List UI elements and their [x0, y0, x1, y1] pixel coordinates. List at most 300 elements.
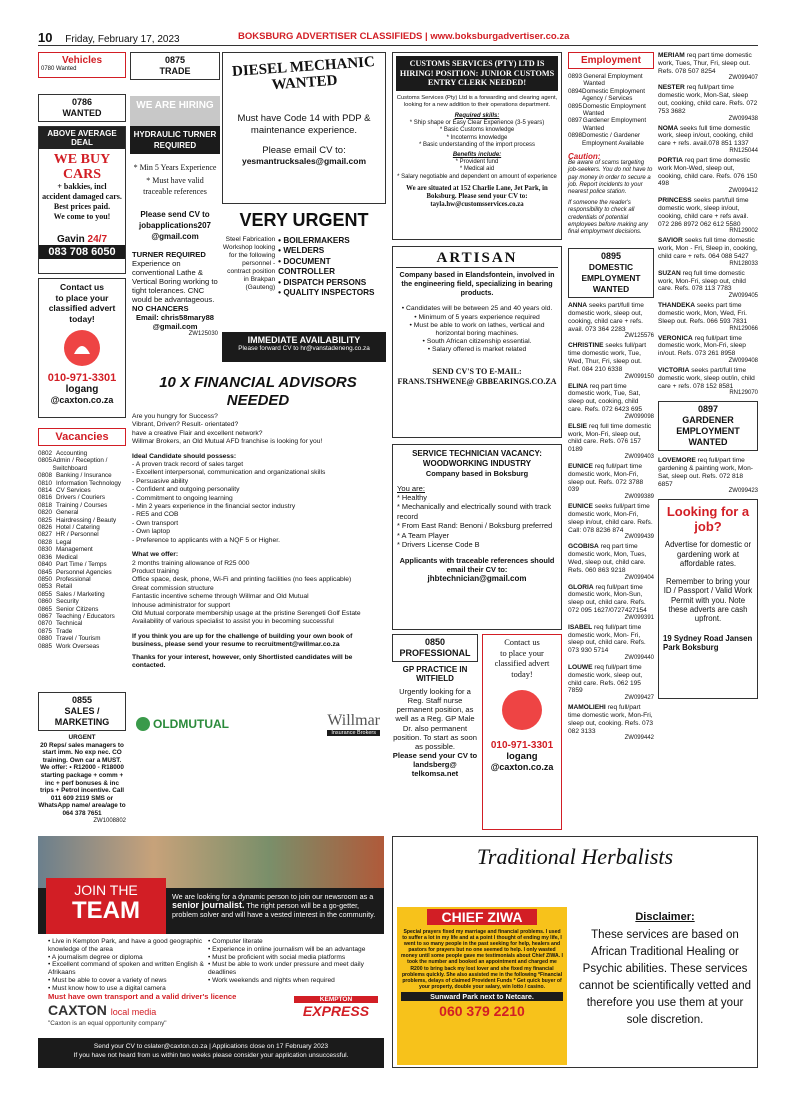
contact2-text: Contact us to place your classified advert today! [494, 638, 550, 679]
vacancy-code: 0826 [38, 524, 53, 532]
fin-req: - Own transport [132, 519, 179, 527]
header-title: BOKSBURG ADVERTISER CLASSIFIEDS | www.boksburgadvertiser.co.za [238, 31, 570, 42]
classified-ad [568, 664, 654, 702]
vacancy-code: 0880 [38, 635, 53, 643]
ad-ref: ZW099150 [624, 373, 654, 380]
urgent-footer: IMMEDIATE AVAILABILITY Please forward CV to hr@vanstadeneng.co.za [222, 332, 386, 362]
ad-ref: ZW099439 [624, 534, 654, 541]
vacancy-code: 0818 [38, 501, 53, 509]
urgent-left: Steel Fabrication Workshop looking for the following personnel - contract position in Brakpan (Gauteng) [222, 236, 276, 291]
vacancies-heading: Vacancies [38, 428, 126, 446]
ad-text: seeks full time domestic work, sleep in/out, cooking, child care + refs. avail.078 851 1337 [658, 124, 753, 148]
fin-offer: Fantastic incentive scheme through Willmar and Old Mutual [132, 593, 309, 601]
classified-ad [658, 367, 758, 397]
ad-text: seeks part/full time domestic work, sleep in/out, cooking, child care + refs avail. 072 286 8972 062 612 5580 [658, 197, 749, 228]
ad-text: req full/part time domestic work, Mon-Sun, sleep out, child care. Refs. 072 095 1627/0727427154 [568, 583, 647, 614]
ad-text: req full/part time domestic work, Mon-Fri, sleep out. Refs. 072 3788 039 [568, 463, 644, 494]
vacancy-code: 0828 [38, 538, 53, 546]
employment-caution: Caution: Be aware of scams targeting job-seekers. You do not have to pay money in order to secure a job. Report incidents to your nearest police station. If someone the reader's responsibility to check all credentials of potential employees before making any final employment decisions. [568, 152, 653, 236]
classified-ad [568, 503, 654, 541]
employment-label: Domestic / Gardener Employment Available [582, 132, 644, 147]
cars-name: Gavin 24/7 [56, 234, 108, 245]
vacancy-label: HR / Personnel [56, 531, 99, 539]
ad-ref: ZW099403 [624, 454, 654, 461]
employment-heading: Employment [568, 52, 654, 69]
fin-req: - Excellent interpersonal, communication and organizational skills [132, 469, 326, 477]
vacancy-label: Technical [56, 620, 83, 628]
vacancy-label: Trade [56, 627, 73, 635]
ad-name: THANDEKA [658, 302, 695, 310]
oldmutual-logo: OLDMUTUAL [136, 717, 229, 732]
ad-name: MAMOLIEHI [568, 704, 606, 712]
employment-item [568, 117, 654, 132]
vacancy-item [38, 509, 126, 516]
ad-ref: ZW099098 [624, 413, 654, 420]
vacancy-label: Legal [56, 538, 72, 546]
gardener-ad: LOVEMORE req full/part time gardening & painting work, Mon-Sat, sleep out. Refs. 072 818 6857 ZW099423 [658, 457, 758, 495]
vacancy-item [38, 643, 126, 650]
vacancy-item [38, 569, 126, 576]
employment-code: 0895 [568, 102, 583, 110]
vacancy-label: Work Overseas [56, 642, 100, 650]
job-l2: Remember to bring your ID / Passport / Valid Work Permit with you. Note these adverts are cash upfront. [663, 576, 753, 624]
customs-benefit: * Salary negotiable and dependent on amount of experience [397, 173, 557, 180]
ad-text: seeks full/part time domestic work, Mon-Fri, sleep in/out, child care. Refs. Call: 078 8236 874 [568, 503, 653, 534]
customs-title: CUSTOMS SERVICES (PTY) LTD IS HIRING! POSITION: JUNIOR CUSTOMS ENTRY CLERK NEEDED! [396, 56, 558, 91]
vacancy-item [38, 620, 126, 627]
caxton-lead: We are looking for a dynamic person to join our newsroom as a senior journalist. The right person will be a go-getter, problem solver and will have a vested interest in the community. [172, 892, 376, 919]
vacancy-code: 0870 [38, 620, 53, 628]
ad-name: LOUWE [568, 663, 593, 671]
technician-ad [392, 444, 562, 630]
customs-skill: * Incoterms knowledge [446, 134, 508, 141]
employment-item [568, 88, 654, 103]
fin-req: - Preference to applicants with a NQF 5 or Higher. [132, 536, 280, 544]
vacancy-item [38, 598, 126, 605]
vehicles-box [38, 52, 126, 78]
vacancy-item [38, 539, 126, 546]
phone-icon-2 [502, 690, 542, 730]
vacancy-label: Hotel / Catering [56, 524, 100, 532]
caxton-transport: Must have own transport and a valid driver's licence [48, 992, 237, 1001]
tech-title: SERVICE TECHNICIAN VACANCY: WOODWORKING INDUSTRY [412, 449, 542, 468]
very-urgent-ad [222, 208, 386, 362]
caxton-footer: Send your CV to cslater@caxton.co.za | Applications close on 17 February 2023 If you have not heard from us within two weeks please consider your application unsuccessful. [38, 1038, 384, 1068]
vacancy-code: 0805 [38, 457, 53, 465]
ad-name: ANNA [568, 302, 588, 310]
gp-email: landsberg@ telkomsa.net [411, 760, 459, 779]
vacancy-code: 0845 [38, 568, 53, 576]
diesel-mechanic-ad [222, 52, 386, 204]
caxton-requirements [48, 938, 382, 993]
vacancy-item [38, 561, 126, 568]
ad-ref: ZW099404 [624, 574, 654, 581]
customs-benefit: * Provident fund [455, 158, 499, 165]
ad-name: NESTER [658, 84, 685, 92]
trade-section: 0875 TRADE [130, 52, 220, 80]
urgent-item: • WELDERS [278, 246, 386, 256]
vacancies-box [38, 428, 126, 686]
caxton-req: • Must be able to cover a variety of news [48, 977, 208, 985]
vacancy-label: Travel / Tourism [56, 635, 101, 643]
ad-ref: ZW099408 [728, 357, 758, 364]
urgent-item: • DOCUMENT CONTROLLER [278, 257, 386, 278]
employment-label: General Employment Wanted [583, 73, 643, 88]
diesel-send: Please email CV to: [262, 145, 346, 156]
vacancy-label: Professional [56, 575, 91, 583]
ad-name: PRINCESS [658, 197, 692, 205]
ad-ref: RN128033 [729, 260, 758, 267]
vehicles-wanted: 0780 Wanted [41, 66, 77, 72]
vacancy-label: Teaching / Educators [56, 612, 115, 620]
kempton-express-logo: KEMPTON EXPRESS [294, 996, 378, 1019]
turner2-ad: TURNER REQUIRED Experience on conventional Lathe & Vertical Boring working to tight tolerances. CNC would be advantageous. NO CHANCERS Email: chris58mary88 @gmail.com ZW125030 [132, 250, 218, 337]
column-2 [130, 52, 220, 372]
page-header [38, 30, 758, 46]
vacancy-code: 0860 [38, 598, 53, 606]
contact-email: @caxton.co.za [50, 395, 114, 405]
vacancy-item [38, 606, 126, 613]
tech-you: You are: [397, 484, 426, 493]
ad-name: ISABEL [568, 623, 593, 631]
customs-address: We are situated at 152 Charlie Lane, Jet Park, in Boksburg. Please send your CV to: tayla.hw@customsservices.co.za [406, 185, 548, 209]
ad-text: seeks full/part time domestic work, Tue, Wed, Thur, Fri, sleep out. Ref. 084 210 6338 [568, 342, 647, 373]
herbal-title: Traditional Herbalists [476, 844, 674, 869]
vacancy-item [38, 472, 126, 479]
vacancy-item [38, 502, 126, 509]
vacancy-item [38, 450, 126, 457]
customs-ad [392, 52, 562, 240]
vacancy-label: Part Time / Temps [56, 561, 107, 569]
domestic-list-2 [658, 52, 758, 397]
ad-text: req part time domestic work, Mon, Tues, Wed, sleep out, child care. Refs. 060 863 9218 [568, 543, 647, 574]
artisan-title: ARTISAN [396, 250, 558, 268]
ad-text: req full/part time domestic work, Mon- Fri, sleep out, child care. Refs. 073 930 5714 [568, 623, 646, 655]
vacancy-label: General [56, 509, 79, 517]
vacancy-item [38, 517, 126, 524]
customs-intro: Customs Services (Pty) Ltd is a forwarding and clearing agent, looking for a new addition to their operations department. [396, 94, 558, 108]
vacancy-code: 0836 [38, 553, 53, 561]
fin-ideal-heading: Ideal Candidate should possess: [132, 452, 237, 460]
financial-advisors-ad [130, 374, 386, 740]
vacancies-list [38, 450, 126, 686]
ad-name: EUNICE [568, 463, 593, 471]
ad-name: NOMA [658, 124, 679, 132]
vehicles-heading: Vehicles [61, 55, 103, 66]
vacancy-item [38, 546, 126, 553]
caxton-req: • Must be able to work under pressure and meet daily deadlines [208, 961, 378, 977]
ad-name: MERIAM [658, 52, 685, 59]
vacancy-item [38, 457, 126, 472]
fin-intro-line: Vibrant, Driven? Result- orientated? [132, 421, 239, 429]
artisan-item: • Must be able to work on lathes, vertical and horizontal boring machines. [396, 322, 558, 338]
vacancy-item [38, 576, 126, 583]
vacancy-code: 0855 [38, 590, 53, 598]
willmar-logo: Willmar Insurance Brokers [327, 712, 380, 736]
fin-intro-line: have a creative Flair and excellent network? [132, 429, 263, 437]
column-6 [658, 52, 758, 832]
phone-icon [64, 330, 100, 366]
artisan-email: SEND CV'S TO E-MAIL: FRANS.TSHWENE@ GBBEARINGS.CO.ZA [397, 366, 557, 386]
classified-ad [568, 704, 654, 742]
classified-ad [658, 125, 758, 155]
diesel-body: Must have Code 14 with PDP & maintenance experience. [237, 113, 371, 136]
urgent-item: • QUALITY INSPECTORS [278, 288, 386, 298]
turner-body: * Min 5 Years Experience * Must have valid traceable references Please send CV to jobapplications207 @gmail.com [133, 163, 217, 241]
classified-ad [568, 383, 654, 421]
column-employment [568, 52, 654, 832]
cars-phone: 083 708 6050 [39, 245, 125, 259]
caxton-req: • Experience in online journalism will be an advantage [208, 946, 378, 954]
ad-name: EUNICE [568, 503, 593, 511]
vacancy-code: 0875 [38, 627, 53, 635]
fin-req: - A proven track record of sales target [132, 461, 244, 469]
caxton-equal: "Caxton is an equal opportunity company" [48, 1020, 167, 1027]
vacancy-item [38, 494, 126, 501]
cars-headline: WE BUY CARS [53, 152, 111, 182]
ad-ref: ZW099389 [624, 494, 654, 501]
ad-ref: ZW099405 [728, 293, 758, 300]
vacancy-label: Training / Courses [56, 501, 108, 509]
ad-ref: ZW099442 [624, 735, 654, 742]
artisan-lead: Company based in Elandsfontein, involved in the engineering field, specializing in bearing products. [399, 270, 555, 297]
ad-text: req full/part time domestic work, sleep out, child care. Refs. 062 195 7859 [568, 663, 643, 695]
employment-list [568, 73, 654, 147]
artisan-item: • Salary offered is market related [396, 346, 558, 354]
fin-offer: Product training [132, 567, 179, 575]
ad-text: seeks full time domestic work, Mon - Fri, Sleep in, cooking, child care + refs. 064 088 5427 [658, 237, 758, 260]
fin-title: 10 X FINANCIAL ADVISORS NEEDED [159, 374, 357, 409]
classified-ad [658, 335, 758, 365]
ad-text: seeks part time domestic work, Mon, Wed, Fri. Sleep out. Refs. 066 593 7831 [658, 302, 748, 325]
artisan-item: • Minimum of 5 years experience required [396, 314, 558, 322]
vacancy-label: Hairdressing / Beauty [56, 516, 117, 524]
gp-body: Urgently looking for a Reg. Staff nurse permanent position, as well as a Reg. GP Male Dr. also permanent position. To start as soon as possible. [393, 686, 477, 752]
employment-label: Domestic Employment Wanted [582, 102, 646, 118]
classified-ad [658, 52, 758, 82]
ad-ref: ZW099407 [728, 75, 758, 82]
tech-sub: Company based in Boksburg [425, 469, 529, 478]
vacancy-code: 0810 [38, 479, 53, 487]
tech-email: jhbtechnician@gmail.com [427, 574, 527, 584]
vacancy-item [38, 613, 126, 620]
header-date: Friday, February 17, 2023 [65, 34, 180, 45]
ad-name: SAVIOR [658, 237, 683, 245]
ad-text: seeks part/full time domestic work, sleep out, cooking, child care + refs. avail. 073 364 2283 [568, 302, 644, 333]
tech-item: * From East Rand: Benoni / Boksburg preferred [397, 521, 553, 531]
customs-benefit: * Medical aid [459, 166, 495, 173]
vacancy-label: Security [56, 598, 79, 606]
vacancy-code: 0865 [38, 605, 53, 613]
ad-ref: RN129002 [729, 228, 758, 235]
vacancy-label: Banking / Insurance [56, 472, 112, 480]
fin-closing: If you think you are up for the challenge of building your own book of business, please send your resume to recruitment@willmar.co.za [132, 632, 353, 649]
turner-title: HYDRAULIC TURNER REQUIRED [130, 126, 220, 154]
urgent-title: VERY URGENT [239, 210, 369, 230]
caxton-req: • A journalism degree or diploma [48, 954, 208, 962]
urgent-item: • DISPATCH PERSONS [278, 278, 386, 288]
classified-ad [568, 342, 654, 380]
ad-name: ELSIE [568, 422, 588, 430]
chief-name: CHIEF ZIWA [427, 909, 537, 925]
employment-label: Gardener Employment Wanted [582, 117, 647, 132]
wanted-label: WANTED [62, 108, 102, 118]
vacancy-code: 0808 [38, 472, 53, 480]
vacancy-item [38, 635, 126, 642]
fin-logos [136, 712, 380, 736]
ad-text: req full time domestic work, Mon-Fri, sleep out, child care. Refs. 078 113 7783 [658, 269, 746, 293]
vacancy-code: 0850 [38, 575, 53, 583]
tech-item: * Drivers License Code B [397, 540, 480, 550]
vacancy-item [38, 591, 126, 598]
vacancy-code: 0840 [38, 561, 53, 569]
contact-ad [38, 278, 126, 418]
artisan-ad [392, 246, 562, 438]
vacancy-code: 0802 [38, 450, 53, 457]
vacancy-item [38, 628, 126, 635]
ad-text: req full/part time domestic work, Mon-Fri, sleep out, cooking. Refs. 073 082 3133 [568, 704, 654, 735]
caxton-req: • Excellent command of spoken and written English & Afrikaans [48, 961, 208, 977]
urgent-list [278, 236, 386, 298]
classified-ad [568, 584, 654, 622]
ad-name: ELINA [568, 382, 588, 390]
vacancy-code: 0820 [38, 509, 53, 517]
vacancy-label: CV Services [56, 487, 91, 495]
sales-ad: URGENT 20 Reps/ sales managers to start imm. No exp nec. CO training. Own car a MUST. We offer: • R12000 - R18000 starting package + comm + inc + perf bonuses & inc trips + Petrol incentive. Call 011 609 2119 SMS or WhatsApp name/ area/age to 064 378 7651 ZW1008802 [38, 734, 126, 824]
employment-label: Domestic Employment Agency / Services [582, 87, 646, 103]
chief-ziwa-box [397, 907, 567, 1065]
diesel-email: yesmantrucksales@gmail.com [241, 156, 367, 166]
vacancy-item [38, 480, 126, 487]
tech-item: * Healthy [397, 493, 427, 502]
fin-offer: Inhouse administrator for support [132, 601, 231, 609]
ad-name: VERONICA [658, 334, 693, 342]
tech-item: * A Team Player [397, 530, 450, 540]
vacancy-code: 0830 [38, 546, 53, 554]
domestic-list [568, 302, 654, 742]
artisan-list [396, 305, 558, 354]
ad-ref: ZW125576 [624, 333, 654, 340]
ad-text: seeks part/full time domestic work, sleep out/in, child care + refs. 078 152 8581 [658, 366, 755, 390]
looking-for-job-ad [658, 499, 758, 699]
vacancy-code: 0825 [38, 516, 53, 524]
caxton-logo: CAXTON local media [48, 1002, 157, 1018]
domestic-section: 0895 DOMESTIC EMPLOYMENT WANTED [568, 248, 654, 298]
professional-section: 0850 PROFESSIONAL [392, 634, 478, 662]
classified-ad [658, 197, 758, 235]
urgent-item: • BOILERMAKERS [278, 236, 386, 246]
caxton-req: • Live in Kempton Park, and have a good geographic knowledge of the area [48, 938, 208, 954]
fin-offer: Great commission structure [132, 584, 214, 592]
caxton-req: • Must be proficient with social media platforms [208, 954, 378, 962]
cars-body: + bakkies, incl accident damaged cars. Best prices paid. We come to you! [42, 182, 122, 221]
classified-ad [568, 423, 654, 461]
ad-ref: RN125044 [729, 147, 758, 154]
employment-item [568, 73, 654, 88]
diesel-title: DIESEL MECHANIC WANTED [231, 54, 376, 94]
fin-offer-heading: What we offer: [132, 551, 179, 559]
fin-body [130, 413, 386, 670]
ad-text: req full/part time domestic work, Mon-Fri, sleep in/out. Refs. 073 261 8958 [658, 334, 746, 358]
ad-ref: RN129066 [729, 325, 758, 332]
vacancy-item [38, 554, 126, 561]
fin-offer: 2 months training allowance of R25 000 [132, 559, 250, 567]
vacancy-label: Sales / Marketing [56, 590, 105, 598]
employment-item [568, 103, 654, 118]
caxton-ad [38, 836, 384, 1068]
vacancy-code: 0816 [38, 494, 53, 502]
urgent-body [222, 236, 386, 298]
fin-req: - Persuasive ability [132, 477, 189, 485]
vacancy-code: 0885 [38, 642, 53, 650]
fin-offer: Office space, desk, phone, Wi-Fi and printing facilities (no fees applicable) [132, 576, 352, 584]
customs-skill: * Basic Customs knowledge [439, 127, 515, 134]
tech-list [397, 493, 557, 549]
fin-intro-line: Willmar Brokers, an Old Mutual AFD franchise is looking for you! [132, 438, 323, 446]
ad-name: CHRISTINE [568, 342, 604, 350]
employment-code: 0897 [568, 117, 583, 125]
ad-name: GLORIA [568, 583, 594, 591]
fin-intro-line: Are you hungry for Success? [132, 413, 218, 420]
classified-ad [658, 84, 758, 122]
caxton-req: • Computer literate [208, 938, 378, 946]
contact-text: Contact us to place your classified advert today! [48, 282, 116, 324]
hiring-banner: WE ARE HIRING [130, 96, 220, 126]
ad-text: req full/part time domestic work, Mon-Sat, sleep out, cooking, child care. Refs. 072 753 3682 [658, 84, 758, 115]
customs-skill: * Ship shape or Easy Clear Experience (3-5 years) [409, 119, 545, 126]
ad-name: PORTIA [658, 156, 683, 164]
page-number: 10 [38, 30, 53, 45]
vacancy-code: 0827 [38, 531, 53, 539]
vacancy-label: Senior Citizens [56, 605, 99, 613]
employment-code: 0893 [568, 73, 583, 80]
employment-code: 0894 [568, 87, 583, 95]
gp-title: GP PRACTICE IN WITFIELD [402, 665, 468, 684]
vacancy-code: 0814 [38, 487, 53, 495]
cars-banner: ABOVE AVERAGE DEAL [39, 127, 125, 149]
classified-ad [658, 302, 758, 332]
vacancy-item [38, 524, 126, 531]
herbalists-ad [392, 836, 758, 1068]
vacancy-label: Retail [56, 583, 73, 591]
fin-thanks: Thanks for your interest, however, only Shortlisted candidates will be contacted. [132, 653, 353, 669]
employment-item [568, 132, 654, 147]
wanted-section [38, 94, 126, 122]
ad-name: SUZAN [658, 269, 681, 277]
fin-req: - RE5 and COB [132, 511, 179, 519]
contact-ad-2: Contact us to place your classified advert today! 010-971-3301 logang @caxton.co.za [482, 634, 562, 830]
fin-req: - Min 2 years experience in the financial sector industry [132, 503, 296, 511]
vacancy-label: Information Technology [56, 479, 121, 487]
join-box: JOIN THE TEAM [46, 878, 166, 934]
ad-ref: ZW099427 [624, 695, 654, 702]
ad-text: req part time domestic work Mon-Wed, sleep out, cooking, child care. Refs. 076 150 498 [658, 156, 758, 188]
vacancy-label: Admin / Reception / Switchboard [52, 457, 108, 472]
classified-ad [568, 302, 654, 340]
artisan-item: • Candidates will be between 25 and 40 years old. [396, 305, 558, 313]
chief-body: Special prayers fixed my marriage and financial problems. I used to suffer a lot in my life and at a point I thought of ending my life, I went to so many people in the past seeking for help, healers and pastors for prayers but no one seemed to help. I only wasted money until some people gave me testimonials about Chief ZIWA. I took the number and booked an appointment and charged me R200 to bring back my lost lover and she fixed my financial problems quickly. She also assisted me in the following *Financial problems, delays of claimed Provident Funds * Get quick buyer of your property, double your salary, win lotto / casino. [401, 929, 563, 990]
fin-req: - Own laptop [132, 528, 170, 536]
ad-name: GCOBISA [568, 543, 599, 551]
classified-ad [568, 624, 654, 662]
vacancy-code: 0853 [38, 583, 53, 591]
herbal-disclaimer: Disclaimer: These services are based on African Traditional Healing or Psychic abilities. These services cannot be scientifically vetted and therefore you use them at your sole discretion. [579, 911, 751, 1026]
chief-phone: 060 379 2210 [439, 1002, 525, 1019]
fin-offer: Old Mutual corporate membership usage at the pristine Serengeti Golf Estate [132, 609, 361, 617]
ad-ref: RN129070 [729, 390, 758, 397]
contact-phone: 010-971-3301 [47, 372, 117, 384]
gp-send: Please send your CV to [392, 751, 478, 761]
